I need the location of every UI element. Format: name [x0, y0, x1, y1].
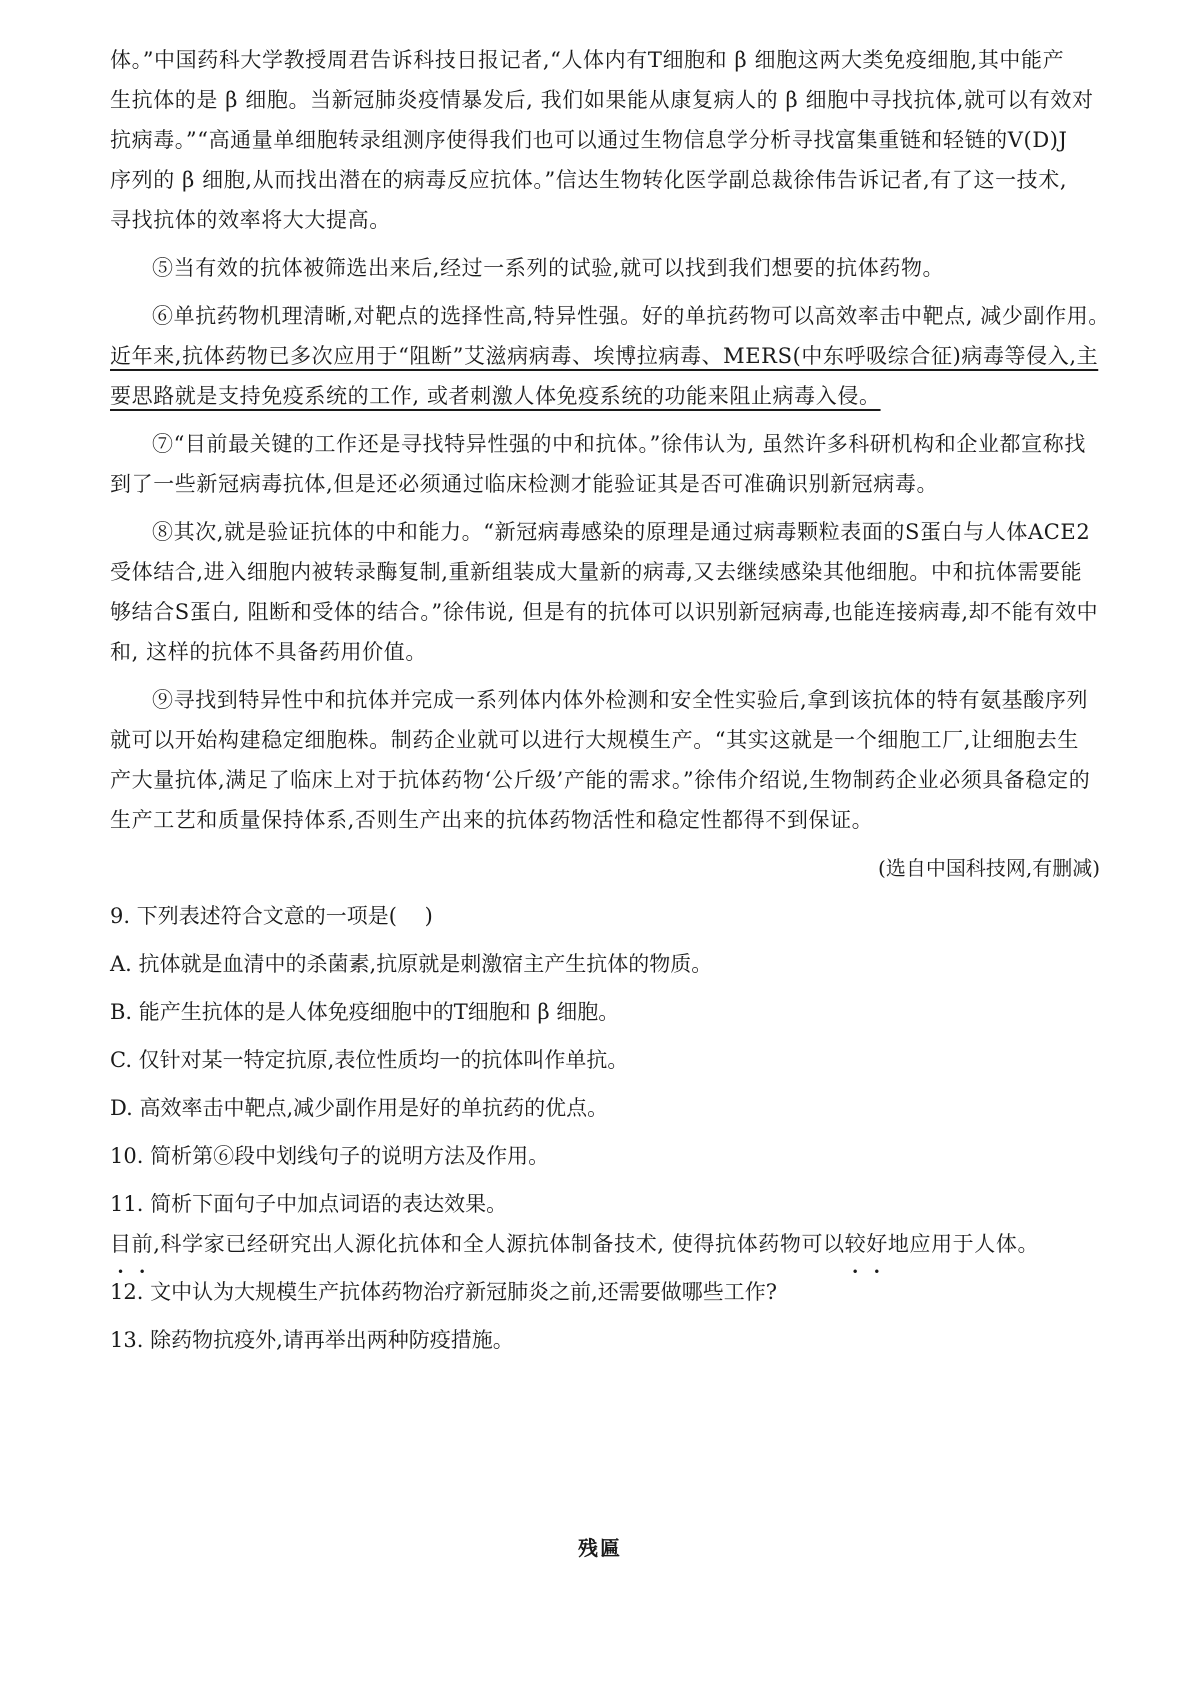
text-line: 生抗体的是 β 细胞。当新冠肺炎疫情暴发后, 我们如果能从康复病人的 β 细胞中寻找抗体,就可以有效对 — [110, 88, 1094, 112]
paragraph-6-text: ⑥单抗药物机理清晰,对靶点的选择性高,特异性强。好的单抗药物可以高效率击中靶点, 减少副作用。 — [152, 304, 1110, 328]
underlined-sentence-part-1: 近年来,抗体药物已多次应用于“阻断”艾滋病病毒、埃博拉病毒、MERS(中东呼吸综合征)病毒等侵入,主 — [110, 344, 1099, 368]
text-line: 体。”中国药科大学教授周君告诉科技日报记者,“人体内有T细胞和 β 细胞这两大类免疫细胞,其中能产 — [110, 48, 1065, 72]
document-page — [110, 40, 1110, 1360]
dotted-word — [110, 1232, 153, 1256]
underlined-sentence — [110, 336, 1100, 376]
questions-section — [110, 896, 1100, 1360]
text-line: 抗病毒。”“高通量单细胞转录组测序使得我们也可以通过生物信息学分析寻找富集重链和轻链的V(D)J — [110, 128, 1068, 152]
dotted-char: 前 — [131, 1232, 154, 1256]
source-citation: (选自中国科技网,有删减) — [878, 856, 1100, 880]
paragraph-8: ⑧其次,就是验证抗体的中和能力。“新冠病毒感染的原理是通过病毒颗粒表面的S蛋白与人体ACE2受体结合,进入细胞内被转录酶复制,重新组装成大量新的病毒,又去继续感染其他细胞。中和抗体需要能够结合S蛋白, 阻断和受体的结合。”徐伟说, 但是有的抗体可以识别新冠病毒,也能连接病毒,却不能有效中和, 这样的抗体不具备药用价值。 — [110, 520, 1099, 664]
option-c: C. 仅针对某一特定抗原,表位性质均一的抗体叫作单抗。 — [110, 1048, 629, 1072]
question-11: 11. 简析下面句子中加点词语的表达效果。 — [110, 1192, 508, 1216]
text-line: 寻找抗体的效率将大大提高。 — [110, 208, 391, 232]
option-a: A. 抗体就是血清中的杀菌素,抗原就是刺激宿主产生抗体的物质。 — [110, 952, 713, 976]
question-13: 13. 除药物抗疫外,请再举出两种防疫措施。 — [110, 1328, 514, 1352]
question-11-sentence — [110, 1224, 1100, 1264]
paragraph-7: ⑦“目前最关键的工作还是寻找特异性强的中和抗体。”徐伟认为, 虽然许多科研机构和企业都宣称找到了一些新冠病毒抗体,但是还必须通过临床检测才能验证其是否可准确识别新冠病毒。 — [110, 432, 1086, 496]
sentence-text: ,科学家已经研究出人源化抗体和全人源抗体制备技术, 使得抗体药物可以 — [153, 1232, 845, 1256]
dotted-char: 好 — [866, 1232, 888, 1256]
paragraph-continued — [110, 40, 1100, 240]
paragraph-9: ⑨寻找到特异性中和抗体并完成一系列体内体外检测和安全性实验后,拿到该抗体的特有氨基酸序列就可以开始构建稳定细胞株。制药企业就可以进行大规模生产。“其实这就是一个细胞工厂,让细胞去生产大量抗体,满足了临床上对于抗体药物‘公斤级’产能的需求。”徐伟介绍说,生物制药企业必须具备稳定的生产工艺和质量保持体系,否则生产出来的抗体药物活性和稳定性都得不到保证。 — [110, 688, 1091, 832]
question-10: 10. 简析第⑥段中划线句子的说明方法及作用。 — [110, 1144, 550, 1168]
option-d: D. 高效率击中靶点,减少副作用是好的单抗药的优点。 — [110, 1096, 609, 1120]
sentence-text: 地应用于人体。 — [887, 1232, 1040, 1256]
dotted-char: 较 — [844, 1232, 867, 1256]
footer-label: 残匾 — [578, 1536, 622, 1560]
text-line: 序列的 β 细胞,从而找出潜在的病毒反应抗体。”信达生物转化医学副总裁徐伟告诉记者,有了这一技术, — [110, 168, 1068, 192]
paragraph-5: ⑤当有效的抗体被筛选出来后,经过一系列的试验,就可以找到我们想要的抗体药物。 — [152, 256, 945, 280]
dotted-word — [845, 1232, 888, 1256]
underlined-sentence — [110, 376, 1100, 416]
question-9: 9. 下列表述符合文意的一项是( ) — [110, 904, 433, 928]
underlined-sentence-part-2: 要思路就是支持免疫系统的工作, 或者刺激人体免疫系统的功能来阻止病毒入侵。 — [110, 384, 881, 408]
dotted-char: 目 — [110, 1232, 132, 1256]
question-12: 12. 文中认为大规模生产抗体药物治疗新冠肺炎之前,还需要做哪些工作? — [110, 1280, 778, 1304]
option-b: B. 能产生抗体的是人体免疫细胞中的T细胞和 β 细胞。 — [110, 1000, 620, 1024]
paragraph-6 — [110, 296, 1110, 416]
